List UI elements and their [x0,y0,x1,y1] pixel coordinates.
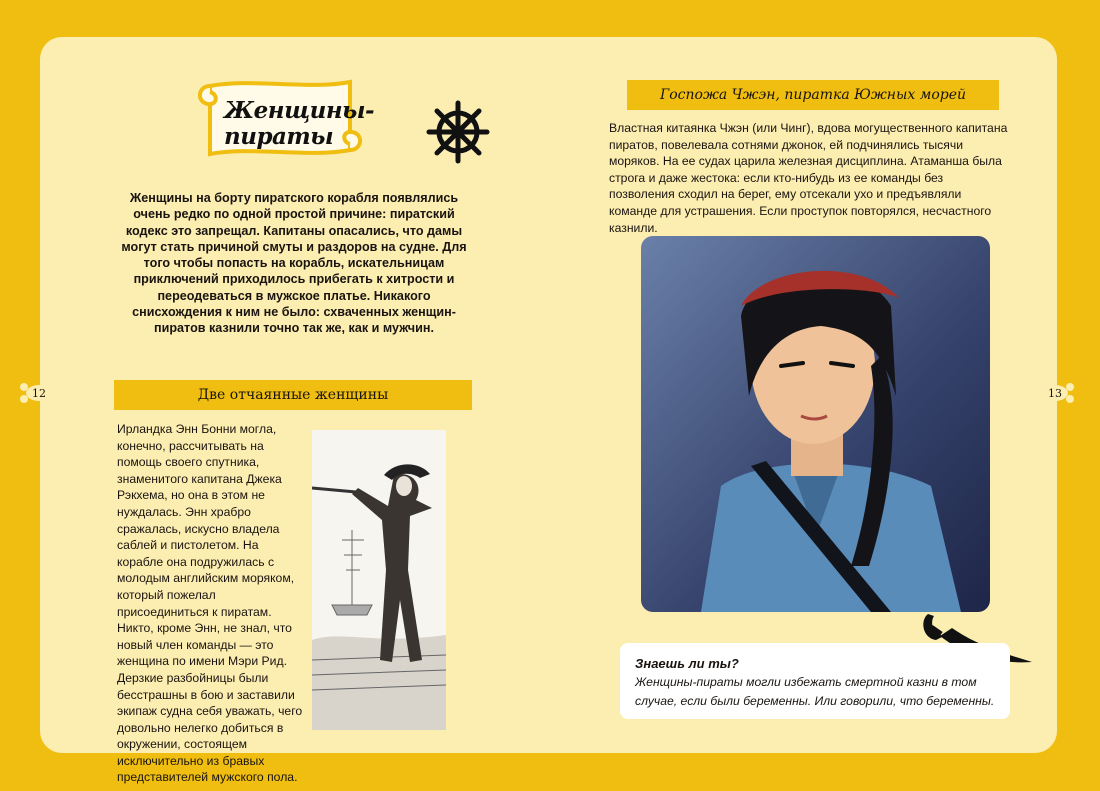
ship-wheel-icon [426,100,490,164]
section-title: Две отчаянные женщины [197,387,389,403]
anne-bonny-paragraph: Ирландка Энн Бонни могла, конечно, рассчитывать на помощь своего спутника, знаменитого капитана Джека Рэкхема, но она в этом не нуждалась. Энн храбро сражалась, искусно владела саблей и пистолетом. На корабле она подружилась с молодым английским моряком, который пожелал присоединиться к пиратам. Никто, кроме Энн, не знал, что новый член команды — это женщина по имени Мэри Рид. Дерзкие разбойницы были бесстрашны в бою и заставили экипаж судна себя уважать, чего довольно нелегко добиться в окружении, состоящем исключительно из бравых представителей мужского пола. [117,422,303,785]
section-banner-zheng [627,80,999,110]
pirate-portrait-image [641,236,990,612]
intro-paragraph: Женщины на борту пиратского корабля появлялись очень редко по одной простой причине: пиратский кодекс это запрещал. Капитаны опасались, что дамы могут стать причиной смуты и раздоров на судне. Для того чтобы попасть на корабль, искательницам приключений приходилось прибегать к хитрости и переодеваться в мужское платье. Никакого снисхождения к ним не было: схваченных женщин-пиратов казнили точно так же, как и мужчин. [121,191,467,336]
page-number-left [20,383,58,403]
pirate-engraving-image [312,430,446,730]
did-you-know-box [620,643,1010,719]
section-banner-two-women [114,380,472,410]
page-number-text: 12 [32,386,46,400]
page-number-right [1036,383,1074,403]
page-title: Женщины- пираты [224,97,375,150]
zheng-paragraph: Властная китаянка Чжэн (или Чинг), вдова могущественного капитана пиратов, повелевала сотнями джонок, ей подчинялись тысячи моряков. На ее судах царила железная дисциплина. Атаманша была строга и даже жестока: если кто-нибудь из ее команды без позволения сходил на берег, ему отсекали ухо и предъявляли команде для устрашения. Если проступок повторялся, несчастного казнили. [609,121,1008,235]
fact-text: Женщины-пираты могли избежать смертной казни в том случае, если были беременны. Или говорили, что беременны. [635,675,995,708]
fact-heading: Знаешь ли ты? [635,656,739,671]
page-number-text: 13 [1048,386,1062,400]
section-title: Госпожа Чжэн, пиратка Южных морей [659,87,967,103]
